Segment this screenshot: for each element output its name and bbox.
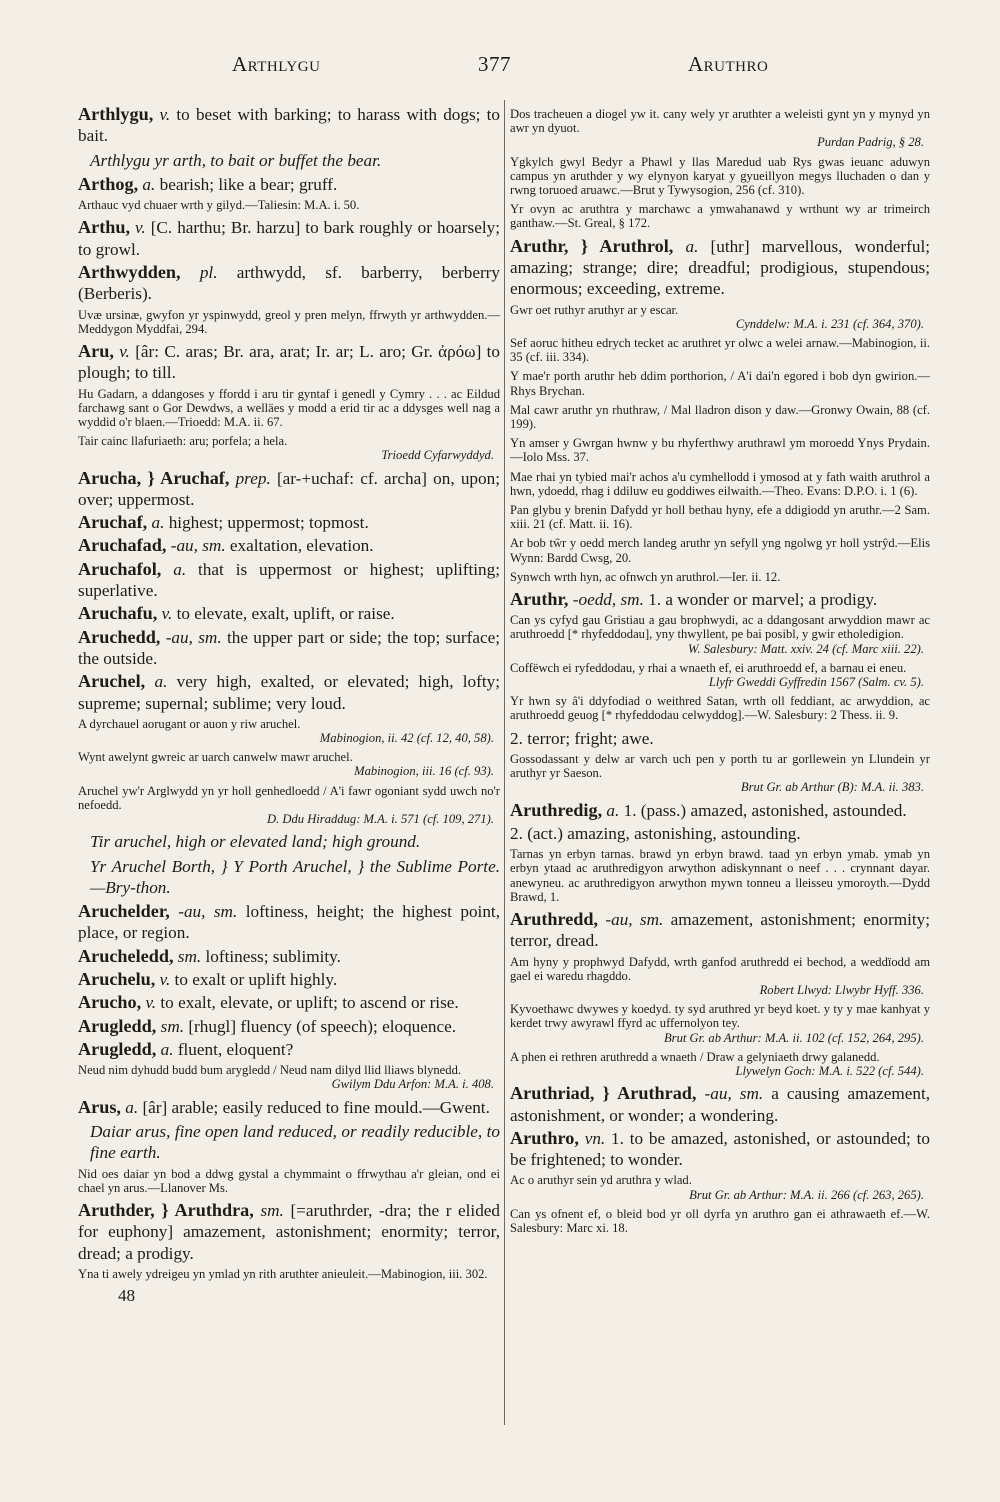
quotation — [510, 369, 930, 397]
quotation — [510, 336, 930, 364]
dictionary-entry — [510, 1128, 930, 1171]
quotation-text: Am hyny y prophwyd Dafydd, wrth ganfod aruthredd ei bechod, a weddïodd am gael ei waredu rhagddo. — [510, 954, 930, 983]
entry-definition: fluent, eloquent? — [177, 1039, 294, 1059]
quotation-citation: Cynddelw: M.A. i. 231 (cf. 364, 370). — [735, 316, 924, 331]
quotation-text: Can ys ofnent ef, o bleid bod yr oll dyrfa yn aruthro gan ei athrawaeth ef.—W. Salesbury: Marc xi. 18. — [510, 1206, 930, 1236]
entry-part-of-speech: pl. — [199, 262, 218, 282]
quotation — [510, 155, 930, 198]
entry-definition: [uthr] marvellous, wonderful; amazing; strange; dire; dreadful; prodigious, stupendous; enormous; exceeding, extreme. — [510, 236, 930, 299]
quotation-citation: Llywelyn Goch: M.A. i. 522 (cf. 544). — [735, 1064, 924, 1079]
dictionary-entry — [510, 909, 930, 952]
entry-headword: Aruchedd, — [78, 626, 161, 647]
quotation — [510, 955, 930, 998]
entry-definition: very high, exalted, or elevated; high, lofty; supreme; supernal; sublime; very loud. — [78, 672, 501, 713]
entry-part-of-speech: -au, sm. — [704, 1084, 764, 1104]
dictionary-entry — [78, 468, 500, 511]
entry-headword: Aruthr, — [510, 588, 569, 609]
dictionary-entry — [78, 1039, 500, 1060]
quotation-text: Dos tracheuen a diogel yw it. cany wely yr aruthter a weleisti gynt yn y mynyd yn awr yn dyuot. — [510, 107, 930, 136]
dictionary-entry — [78, 341, 500, 384]
quotation-citation: Llyfr Gweddi Gyffredin 1567 (Salm. cv. 5). — [708, 675, 924, 690]
quotation-text: Ygkylch gwyl Bedyr a Phawl y llas Maredud uab Rys gwas ieuanc aduwyn campus yn aruthder y wy elynyon karyat y gyueillyon megys lluchaden o dan y rwng toruoed aruawc.—Brut y Tywysogion, 256 (cf. 310). — [510, 154, 930, 198]
quotation — [510, 661, 930, 689]
quotation-text: Kyvoethawc dwywes y koedyd. ty syd aruthred yr beyd koet. y ty y mae kanhyat y kerdet trwy awyrawl ffyrd ac uffernolyon tey. — [510, 1002, 930, 1031]
dictionary-entry — [78, 104, 500, 147]
dictionary-entry — [510, 1083, 930, 1126]
quotation-citation: Gwilym Ddu Arfon: M.A. i. 408. — [331, 1077, 494, 1092]
running-header — [0, 52, 1000, 92]
entry-headword: Aru, — [78, 340, 114, 361]
quotation-text: Mae rhai yn tybied mai'r achos a'u cymhellodd i ymosod at y fath waith aruthrol a hwn, ydoedd, rhag i ddiluw eu goddiwes eilwaith.—Theo. Evans: D.P.O. i. 1 (6). — [510, 469, 930, 498]
quotation — [78, 198, 500, 212]
page-number: 377 — [478, 52, 511, 76]
quotation-text: Ac o aruthyr sein yd aruthra y wlad. — [510, 1173, 692, 1188]
dictionary-entry — [510, 236, 930, 300]
quotation — [78, 750, 500, 778]
entry-part-of-speech: v. — [145, 993, 157, 1013]
dictionary-entry — [510, 589, 930, 610]
entry-part-of-speech: a. — [606, 800, 620, 820]
entry-definition: loftiness; sublimity. — [205, 946, 341, 966]
entry-headword: Aruchel, — [78, 671, 146, 692]
quotation-text: Sef aoruc hitheu edrych tecket ac aruthret yr olwc a welei arnaw.—Mabinogion, ii. 35 (cf. iii. 334). — [510, 335, 930, 365]
sub-entry: Daiar arus, fine open land reduced, or readily reducible, to fine earth. — [90, 1121, 500, 1163]
entry-headword: Arugledd, — [78, 1038, 157, 1059]
quotation-citation: Robert Llwyd: Llwybr Hyff. 336. — [759, 983, 924, 997]
signature-mark: 48 — [118, 1286, 135, 1306]
quotation-text: Tair cainc llafuriaeth: aru; porfela; a hela. — [78, 434, 288, 449]
quotation-text: Uvæ ursinæ, gwyfon yr yspinwydd, greol y pren melyn, ffrwyth yr arthwydden.—Meddygon Myddfai, 294. — [78, 307, 500, 336]
dictionary-entry — [78, 901, 500, 944]
entry-definition: [ar-+uchaf: cf. archa] on, upon; over; uppermost. — [78, 468, 500, 509]
quotation-citation: Mabinogion, iii. 16 (cf. 93). — [354, 764, 494, 779]
quotation-text: Y mae'r porth aruthr heb ddim porthorion, / A'i dai'n egored i bob dyn gwirion.—Rhys Brychan. — [510, 369, 930, 398]
quotation-text: Pan glybu y brenin Dafydd yr holl bethau hyny, efe a ddigiodd yn aruthr.—2 Sam. xiii. 21 (cf. Matt. ii. 16). — [510, 502, 930, 532]
quotation — [510, 847, 930, 904]
quotation-text: Neud nim dyhudd budd bum arygledd / Neud nam dilyd llid lliaws blynedd. — [78, 1063, 462, 1078]
entry-part-of-speech: sm. — [160, 1016, 185, 1036]
dictionary-entry — [78, 946, 500, 967]
entry-definition: a causing amazement, astonishment, or wonder; a wondering. — [510, 1084, 931, 1125]
quotation — [510, 694, 930, 722]
entry-definition: 1. to be amazed, astonished, or astounded; to be frightened; to wonder. — [510, 1128, 930, 1170]
quotation — [78, 387, 500, 430]
dictionary-entry — [78, 992, 500, 1013]
quotation-citation: Purdan Padrig, § 28. — [817, 135, 924, 150]
dictionary-entry — [78, 627, 500, 670]
entry-part-of-speech: v. — [161, 604, 173, 624]
quotation — [510, 613, 930, 656]
quotation — [78, 717, 500, 745]
quotation-citation: W. Salesbury: Matt. xxiv. 24 (cf. Marc xiii. 22). — [688, 641, 924, 656]
quotation-text: Ar bob tŵr y oedd merch landeg aruthr yn sefyll yng ngolwg yr holl ystrŷd.—Elis Wynn: Bardd Cwsg, 20. — [510, 536, 930, 565]
header-right-guideword: Aruthro — [688, 52, 769, 76]
entry-part-of-speech: v. — [159, 970, 171, 990]
dictionary-entry — [78, 535, 500, 556]
quotation-text: Gossodassant y delw ar varch uch pen y porth tu ar gorllewein yn Llundein yr aruthyr yr Saeson. — [510, 751, 930, 781]
right-column — [510, 104, 930, 1240]
entry-part-of-speech: v. — [135, 218, 146, 238]
dictionary-entry — [78, 559, 500, 602]
entry-definition: [rhugl] fluency (of speech); eloquence. — [188, 1016, 457, 1036]
entry-part-of-speech: a. — [173, 559, 187, 579]
entry-definition: [C. harthu; Br. harzu] to bark roughly or hoarsely; to growl. — [78, 218, 500, 259]
quotation-text: Arthauc vyd chuaer wrth y gilyd.—Taliesin: M.A. i. 50. — [78, 198, 360, 213]
quotation-text: Yr ovyn ac aruthtra y marchawc a ymwahanawd y wrthunt wy ar trimeirch ganthaw.—St. Greal, § 172. — [510, 202, 930, 231]
entry-definition: to elevate, exalt, uplift, or raise. — [176, 604, 395, 624]
entry-headword: Arucha, } Aruchaf, — [78, 467, 230, 488]
entry-headword: Arthwydden, — [78, 261, 181, 282]
sub-entry: Arthlygu yr arth, to bait or buffet the bear. — [90, 150, 382, 170]
header-left-guideword: Arthlygu — [232, 52, 321, 76]
quotation-citation: Brut Gr. ab Arthur: M.A. ii. 102 (cf. 152, 264, 295). — [663, 1030, 924, 1045]
entry-part-of-speech: -au, sm. — [170, 536, 226, 556]
dictionary-entry — [78, 603, 500, 624]
entry-headword: Aruthder, } Aruthdra, — [78, 1199, 254, 1220]
quotation-text: Gwr oet ruthyr aruthyr ar y escar. — [510, 302, 679, 317]
dictionary-entry — [78, 1097, 500, 1118]
entry-part-of-speech: a. — [160, 1039, 174, 1059]
sense: 2. (act.) amazing, astonishing, astounding. — [510, 823, 801, 843]
entry-headword: Arucho, — [78, 992, 142, 1013]
entry-part-of-speech: a. — [142, 174, 156, 194]
quotation-text: Coffëwch ei ryfeddodau, y rhai a wnaeth ef, ei aruthroedd ef, a barnau ei eneu. — [510, 660, 907, 675]
quotation — [510, 202, 930, 230]
dictionary-entry — [78, 512, 500, 533]
entry-definition: that is uppermost or highest; uplifting; superlative. — [78, 559, 500, 601]
entry-definition: to beset with barking; to harass with dogs; to bait. — [78, 105, 501, 146]
quotation-text: Nid oes daiar yn bod a ddwg gystal a chymmaint o ffrwythau a'r gleian, ond ei chael yn arus.—Llanover Ms. — [78, 1166, 500, 1195]
quotation — [510, 1002, 930, 1045]
entry-definition: the upper part or side; the top; surface; the outside. — [78, 627, 500, 668]
quotation — [510, 303, 930, 331]
quotation-text: A dyrchauel aorugant or auon y riw aruchel. — [78, 716, 301, 731]
quotation-text: Yn amser y Gwrgan hwnw y bu rhyferthwy aruthrawl ym moroedd Ynys Prydain.—Iolo Mss. 37. — [510, 436, 930, 465]
entry-definition: amazement, astonishment; enormity; terror, dread. — [510, 910, 931, 951]
entry-headword: Arthlygu, — [78, 104, 154, 124]
entry-definition: exaltation, elevation. — [229, 536, 374, 556]
quotation — [78, 1063, 500, 1091]
quotation-text: A phen ei rethren aruthredd a wnaeth / Draw a gelyniaeth drwy galanedd. — [510, 1049, 880, 1064]
entry-part-of-speech: sm. — [177, 946, 202, 966]
dictionary-entry — [510, 800, 930, 821]
quotation — [510, 436, 930, 464]
quotation — [510, 570, 930, 584]
quotation — [78, 1267, 500, 1281]
entry-headword: Aruchafad, — [78, 535, 167, 556]
quotation-citation: D. Ddu Hiraddug: M.A. i. 571 (cf. 109, 271). — [266, 812, 494, 827]
entry-part-of-speech: a. — [685, 236, 699, 256]
quotation — [510, 503, 930, 531]
sub-entry: Tir aruchel, high or elevated land; high ground. — [90, 832, 421, 852]
entry-definition: 1. a wonder or marvel; a prodigy. — [648, 589, 878, 609]
dictionary-entry — [78, 174, 500, 195]
left-column — [78, 104, 500, 1306]
quotation-text: Can ys cyfyd gau Gristiau a gau brophwydi, ac a ddangosant arwyddion mawr ac aruthroedd [* rhyfeddodau], yny thwyllent, pe bai posibl, y gwir etholedigion. — [510, 613, 930, 642]
entry-part-of-speech: a. — [125, 1097, 139, 1117]
entry-headword: Aruthr, } Aruthrol, — [510, 235, 674, 256]
quotation — [510, 470, 930, 498]
entry-part-of-speech: vn. — [584, 1128, 606, 1148]
quotation — [510, 1207, 930, 1235]
entry-definition: highest; uppermost; topmost. — [168, 513, 369, 533]
quotation-text: Yr hwn sy â'i ddyfodiad o weithred Satan, wrth oll feddiant, ac arwyddion, ac aruthroedd geuog [* rhyfeddodau celwyddog].—W. Salesbury: 2 Thess. ii. 9. — [510, 694, 930, 723]
entry-headword: Aruchaf, — [78, 512, 148, 533]
entry-part-of-speech: a. — [154, 672, 168, 692]
quotation-citation: Brut Gr. ab Arthur (B): M.A. ii. 383. — [740, 780, 924, 795]
entry-definition: [=aruthrder, -dra; the r elided for euphony] amazement, astonishment; enormity; terror, dread; a prodigy. — [78, 1200, 501, 1263]
quotation-citation: Trioedd Cyfarwyddyd. — [381, 448, 494, 463]
dictionary-entry — [78, 671, 500, 714]
entry-headword: Aruthredig, — [510, 799, 603, 820]
quotation — [510, 752, 930, 795]
entry-part-of-speech: -au, sm. — [165, 627, 222, 647]
quotation-text: Yna ti awely ydreigeu yn ymlad yn rith aruthter anieuleit.—Mabinogion, iii. 302. — [78, 1266, 488, 1281]
quotation-text: Hu Gadarn, a ddangoses y ffordd i aru tir gyntaf i genedl y Cymry . . . ac Eildud farchawg sant o Gor Dewdws, a welläes y modd a erid tir ac a ddysges well nag a wyddid o'r blaen.—Trioedd: M.A. ii. 67. — [78, 386, 500, 429]
entry-definition: to exalt or uplift highly. — [174, 970, 338, 990]
entry-headword: Arugledd, — [78, 1015, 157, 1036]
quotation-text: Tarnas yn erbyn tarnas. brawd yn erbyn brawd. taad yn erbyn ymab. ymab yn erbyn ytaad ac aruthredigyon arwython adiskynnant o neef . . . crynnant dayar. anewyneu. ac aruthredigyon arwython mywn tonneu a lleisseu ymoroyth.—Dydd Brawd, 1. — [510, 847, 930, 904]
entry-part-of-speech: a. — [151, 513, 165, 533]
sense: 2. terror; fright; awe. — [510, 728, 654, 748]
sub-entry: Yr Aruchel Borth, } Y Porth Aruchel, } the Sublime Porte.—Bry-thon. — [90, 856, 500, 897]
entry-part-of-speech: -oedd, sm. — [572, 589, 644, 609]
quotation-text: Mal cawr aruthr yn rhuthraw, / Mal lladron dison y daw.—Gronwy Owain, 88 (cf. 199). — [510, 402, 930, 431]
entry-part-of-speech: v. — [159, 105, 171, 124]
quotation-text: Aruchel yw'r Arglwydd yn yr holl genhedloedd / A'i fawr ogoniant sydd uwch no'r nefoedd. — [78, 783, 500, 812]
quotation — [510, 107, 930, 150]
entry-headword: Aruchelu, — [78, 969, 156, 990]
entry-definition: bearish; like a bear; gruff. — [159, 174, 338, 194]
entry-headword: Arucheledd, — [78, 945, 174, 966]
dictionary-entry — [78, 1016, 500, 1037]
quotation — [510, 536, 930, 564]
entry-definition: [âr] arable; easily reduced to fine mould.—Gwent. — [142, 1097, 490, 1117]
entry-headword: Aruchelder, — [78, 901, 170, 922]
quotation — [510, 403, 930, 431]
entry-headword: Aruthredd, — [510, 909, 599, 929]
dictionary-entry — [78, 1200, 500, 1264]
quotation-citation: Brut Gr. ab Arthur: M.A. ii. 266 (cf. 263, 265). — [689, 1187, 924, 1202]
entry-definition: to exalt, elevate, or uplift; to ascend or rise. — [160, 993, 459, 1013]
dictionary-entry — [78, 969, 500, 990]
quotation-citation: Mabinogion, ii. 42 (cf. 12, 40, 58). — [319, 731, 494, 746]
entry-definition: [âr: C. aras; Br. ara, arat; Ir. ar; L. aro; Gr. ἀρόω] to plough; to till. — [78, 341, 501, 383]
quotation-text: Synwch wrth hyn, ac ofnwch yn aruthrol.—Ier. ii. 12. — [510, 569, 781, 584]
dictionary-entry — [78, 217, 500, 260]
quotation-text: Wynt awelynt gwreic ar uarch canwelw mawr aruchel. — [78, 750, 353, 765]
column-divider — [504, 100, 505, 1425]
quotation — [78, 434, 500, 462]
entry-headword: Aruchafu, — [78, 603, 158, 624]
entry-headword: Aruchafol, — [78, 558, 162, 579]
entry-headword: Arthog, — [78, 173, 139, 194]
entry-headword: Arthu, — [78, 217, 131, 238]
entry-definition: loftiness, height; the highest point, place, or region. — [78, 902, 500, 943]
entry-definition: arthwydd, sf. barberry, berberry (Berberis). — [78, 262, 501, 304]
entry-headword: Aruthriad, } Aruthrad, — [510, 1083, 697, 1104]
entry-part-of-speech: -au, sm. — [178, 902, 238, 922]
dictionary-entry — [78, 262, 500, 305]
entry-headword: Arus, — [78, 1096, 121, 1117]
quotation — [78, 308, 500, 336]
quotation — [510, 1050, 930, 1078]
entry-part-of-speech: prep. — [235, 468, 271, 488]
entry-part-of-speech: sm. — [260, 1200, 284, 1220]
entry-definition: 1. (pass.) amazed, astonished, astounded. — [623, 800, 907, 820]
quotation — [510, 1173, 930, 1201]
entry-headword: Aruthro, — [510, 1127, 579, 1148]
quotation — [78, 1167, 500, 1195]
quotation — [78, 784, 500, 827]
entry-part-of-speech: v. — [119, 341, 130, 361]
entry-part-of-speech: -au, sm. — [605, 910, 664, 929]
